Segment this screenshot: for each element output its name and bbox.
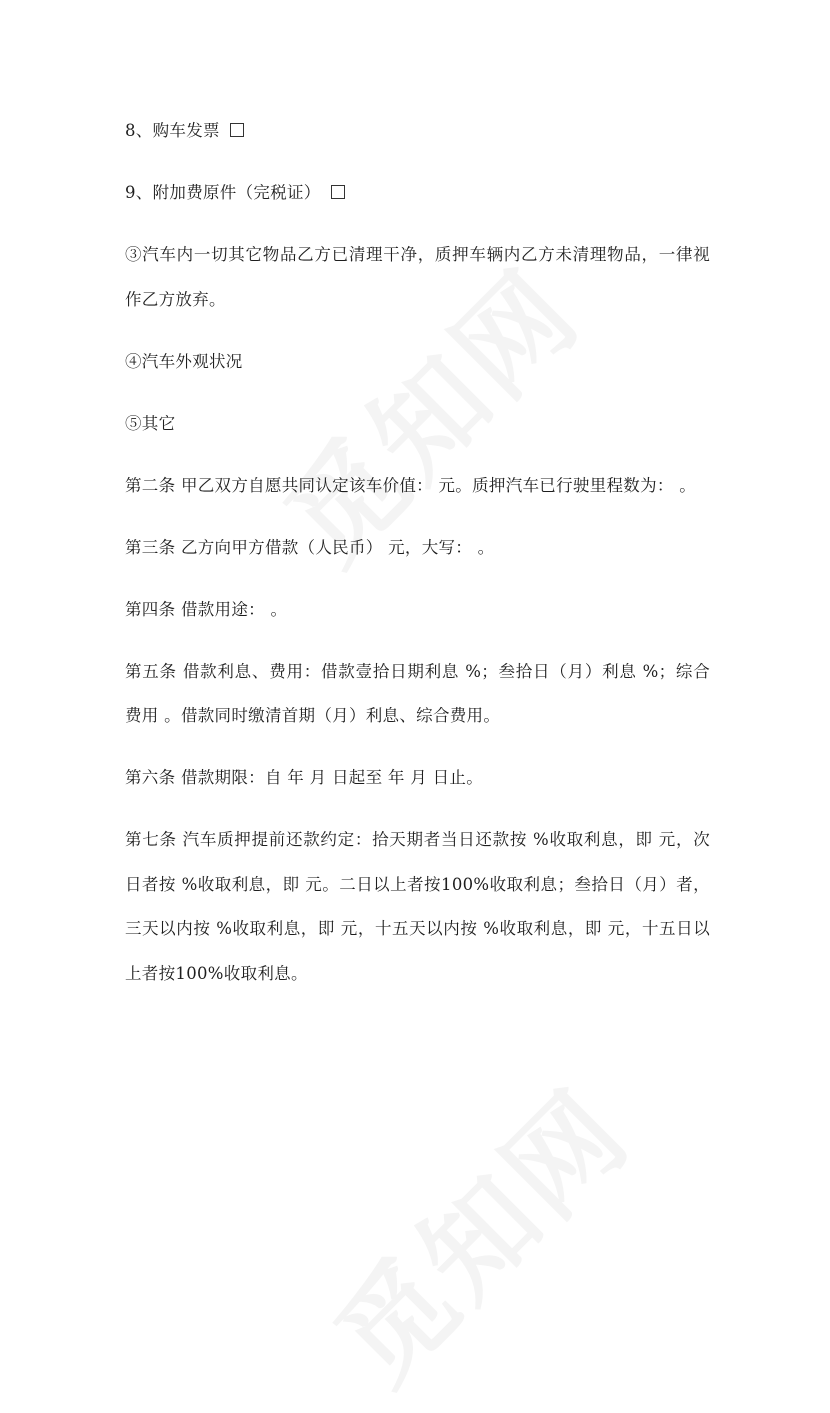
list-item-surcharge-original: [125, 171, 710, 216]
article-7-early-repayment: 第七条 汽车质押提前还款约定：拾天期者当日还款按 %收取利息，即 元，次日者按 %收取利息，即 元。二日以上者按100%收取利息；叁拾日（月）者，三天以内按 %收取利息，即 元，十五天以内按 %收取利息，即 元，十五日以上者按100%收取利息。: [125, 830, 710, 983]
item-text: 8、购车发票: [125, 121, 220, 140]
watermark: [295, 1048, 659, 1412]
paragraph-exterior-condition: ④汽车外观状况: [125, 351, 243, 371]
item-text: 9、附加费原件（完税证）: [125, 183, 321, 202]
checkbox[interactable]: [331, 185, 345, 199]
article-2-vehicle-value: 第二条 甲乙双方自愿共同认定该车价值： 元。质押汽车已行驶里程数为： 。: [125, 475, 697, 495]
article-4-loan-purpose: 第四条 借款用途： 。: [125, 599, 288, 619]
document-body: [125, 109, 710, 1014]
paragraph-items-cleared: ③汽车内一切其它物品乙方已清理干净，质押车辆内乙方未清理物品，一律视作乙方放弃。: [125, 245, 710, 309]
list-item-purchase-invoice: [125, 109, 710, 154]
article-5-interest-fees: 第五条 借款利息、费用：借款壹拾日期利息 %；叁拾日（月）利息 %；综合费用 。借款同时缴清首期（月）利息、综合费用。: [125, 661, 711, 725]
paragraph-other: ⑤其它: [125, 413, 176, 433]
article-6-loan-term: 第六条 借款期限：自 年 月 日起至 年 月 日止。: [125, 768, 484, 787]
article-3-loan-amount: 第三条 乙方向甲方借款（人民币） 元，大写： 。: [125, 537, 495, 557]
checkbox[interactable]: [230, 123, 244, 137]
